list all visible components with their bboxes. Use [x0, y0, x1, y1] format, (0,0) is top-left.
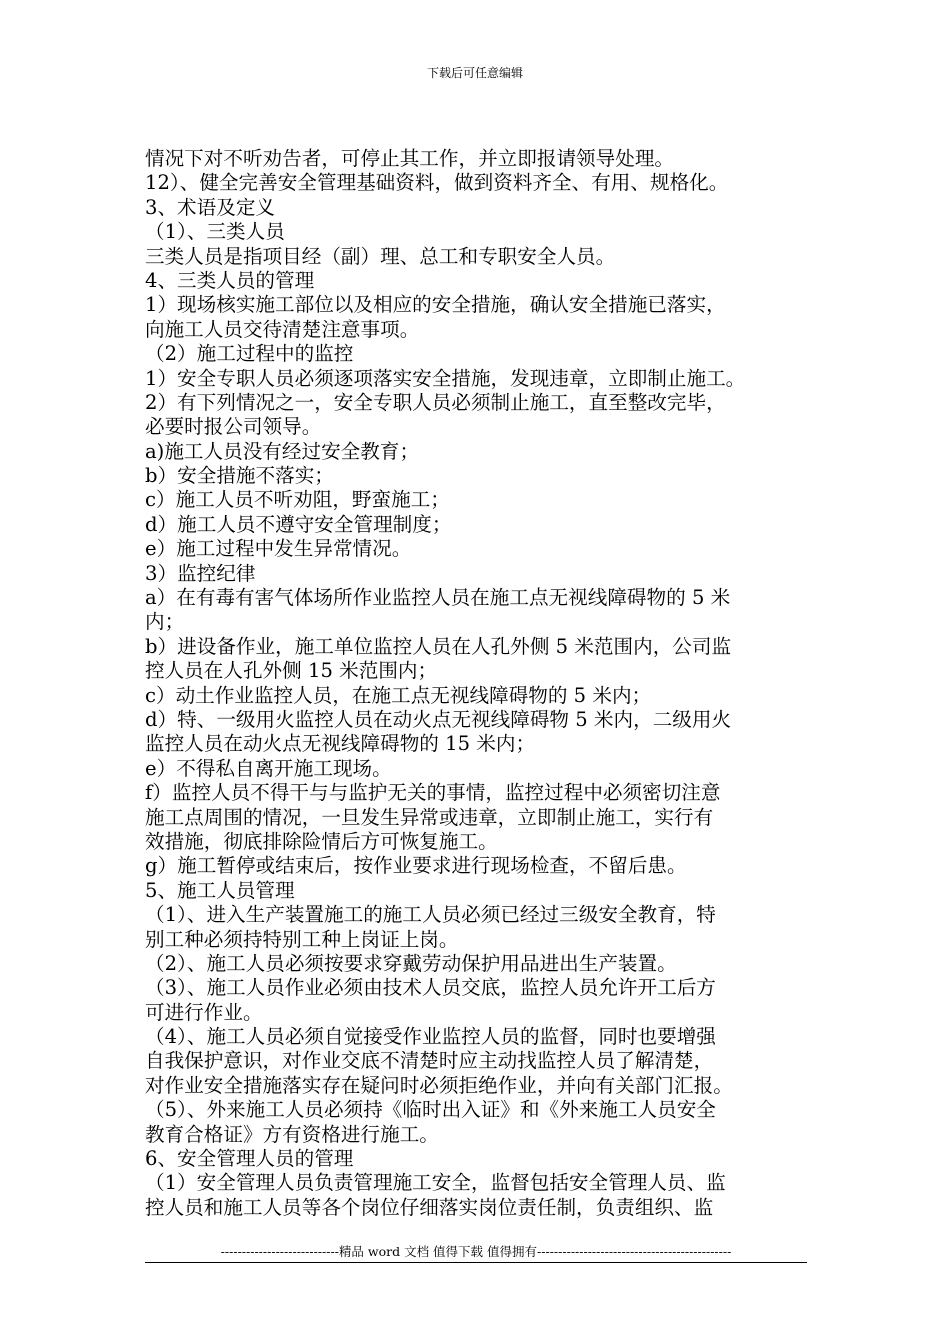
text-line: （2）施工过程中的监控 — [145, 342, 354, 366]
text-line: c）动土作业监控人员，在施工点无视线障碍物的 5 米内； — [145, 683, 652, 707]
text-line: d）施工人员不遵守安全管理制度； — [145, 512, 452, 536]
text-line: f）监控人员不得干与与监护无关的事情，监控过程中必须密切注意 — [145, 781, 721, 805]
text-line: 可进行作业。 — [145, 1000, 263, 1024]
text-line: 对作业安全措施落实存在疑问时必须拒绝作业，并向有关部门汇报。 — [145, 1073, 733, 1097]
text-line: 施工点周围的情况，一旦发生异常或违章，立即制止施工，实行有 — [145, 805, 714, 829]
footer-rule — [145, 1262, 807, 1263]
document-body — [145, 147, 815, 1220]
text-line: 教育合格证》方有资格进行施工。 — [145, 1122, 439, 1146]
text-line: 必要时报公司领导。 — [145, 415, 322, 439]
text-line: a)施工人员没有经过安全教育； — [145, 439, 420, 463]
section-heading: 5、施工人员管理 — [145, 878, 295, 902]
text-line: a）在有毒有害气体场所作业监控人员在施工点无视线障碍物的 5 米 — [145, 586, 731, 610]
text-line: （3）、施工人员作业必须由技术人员交底，监控人员允许开工后方 — [145, 976, 716, 1000]
text-line: 别工种必须持特别工种上岗证上岗。 — [145, 927, 459, 951]
section-heading: 3、术语及定义 — [145, 195, 276, 219]
text-line: g）施工暂停或结束后，按作业要求进行现场检查，不留后患。 — [145, 854, 687, 878]
text-line: b）进设备作业，施工单位监控人员在人孔外侧 5 米范围内，公司监 — [145, 634, 732, 658]
text-line: 3）监控纪律 — [145, 561, 256, 585]
section-heading: 4、三类人员的管理 — [145, 268, 315, 292]
text-line: （5）、外来施工人员必须持《临时出入证》和《外来施工人员安全 — [145, 1098, 716, 1122]
text-line: 12）、健全完善安全管理基础资料，做到资料齐全、有用、规格化。 — [145, 171, 729, 195]
text-line: 情况下对不听劝告者，可停止其工作，并立即报请领导处理。 — [145, 147, 675, 170]
text-line: 监控人员在动火点无视线障碍物的 15 米内； — [145, 732, 536, 756]
text-line: （1）、进入生产装置施工的施工人员必须已经过三级安全教育，特 — [145, 903, 716, 927]
text-line: 自我保护意识，对作业交底不清楚时应主动找监控人员了解清楚， — [145, 1049, 714, 1073]
text-line: 1）现场核实施工部位以及相应的安全措施，确认安全措施已落实， — [145, 293, 726, 317]
page-header: 下载后可任意编辑 — [426, 66, 523, 80]
text-line: （4）、施工人员必须自觉接受作业监控人员的监督，同时也要增强 — [145, 1025, 716, 1049]
section-heading: 6、安全管理人员的管理 — [145, 1147, 354, 1171]
text-line: 1）安全专职人员必须逐项落实安全措施，发现违章，立即制止施工。 — [145, 366, 746, 390]
text-line: e）不得私自离开施工现场。 — [145, 756, 392, 780]
text-line: 内； — [145, 610, 185, 634]
text-line: e）施工过程中发生异常情况。 — [145, 537, 412, 561]
text-line: 三类人员是指项目经（副）理、总工和专职安全人员。 — [145, 244, 616, 268]
text-line: 2）有下列情况之一，安全专职人员必须制止施工，直至整改完毕， — [145, 390, 726, 414]
text-line: （1）安全管理人员负责管理施工安全，监督包括安全管理人员、监 — [145, 1171, 726, 1195]
text-line: （2）、施工人员必须按要求穿戴劳动保护用品进出生产装置。 — [145, 951, 677, 975]
text-line: 控人员和施工人员等各个岗位仔细落实岗位责任制，负责组织、监 — [145, 1195, 714, 1219]
text-line: c）施工人员不听劝阻，野蛮施工； — [145, 488, 450, 512]
text-line: 向施工人员交待清楚注意事项。 — [145, 317, 420, 341]
page-footer: ----------------------------精品 word 文档 值得下载 值得拥有---------------------------------------------- — [220, 1244, 732, 1259]
text-line: b）安全措施不落实； — [145, 464, 334, 488]
text-line: 控人员在人孔外侧 15 米范围内； — [145, 659, 438, 683]
text-line: 效措施，彻底排除险情后方可恢复施工。 — [145, 829, 498, 853]
text-line: （1）、三类人员 — [145, 220, 285, 244]
text-line: d）特、一级用火监控人员在动火点无视线障碍物 5 米内，二级用火 — [145, 707, 732, 731]
